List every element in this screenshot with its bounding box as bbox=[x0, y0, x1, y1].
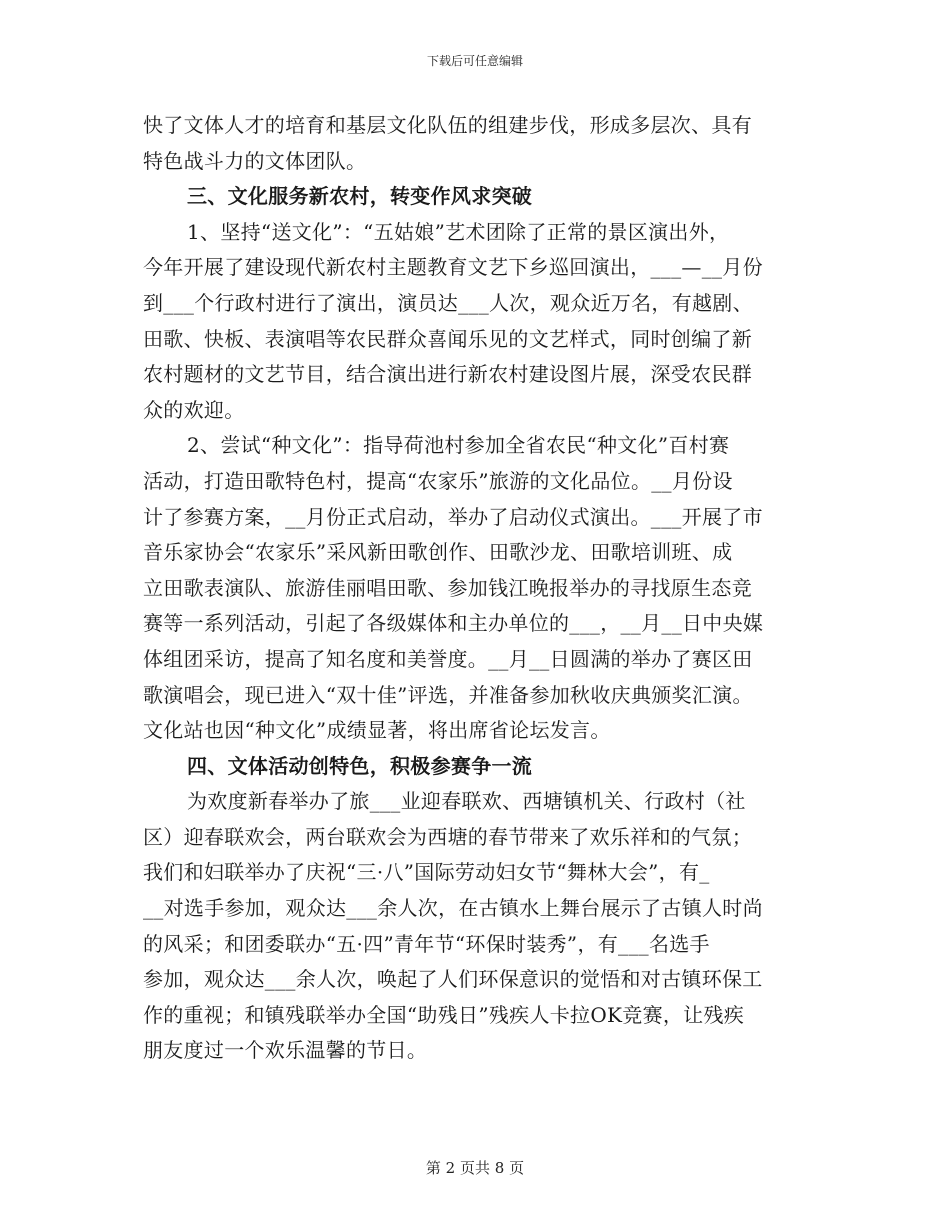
text-line: 参加，观众达___余人次，唤起了人们环保意识的觉悟和对古镇环保工 bbox=[143, 967, 763, 992]
text-line: 作的重视；和镇残联举办全国“助残日”残疾人卡拉OK竞赛，让残疾 bbox=[143, 1002, 745, 1027]
text-line: 区）迎春联欢会，两台联欢会为西塘的春节带来了欢乐祥和的气氛； bbox=[143, 824, 752, 849]
text-line: 到___个行政村进行了演出，演员达___人次，观众近万名，有越剧、 bbox=[143, 290, 753, 315]
paragraph-grow-culture bbox=[143, 428, 807, 748]
text-line: 快了文体人才的培育和基层文化队伍的组建步伐，形成多层次、具有 bbox=[143, 113, 752, 137]
text-line: 赛等一系列活动，引起了各级媒体和主办单位的___，__月__日中央媒 bbox=[143, 611, 764, 636]
text-line: 众的欢迎。 bbox=[143, 397, 245, 422]
text-line: 1、坚持“送文化”：“五姑娘”艺术团除了正常的景区演出外， bbox=[187, 219, 730, 244]
text-line: 2、尝试“种文化”：指导荷池村参加全省农民“种文化”百村赛 bbox=[187, 433, 730, 458]
text-line: 歌演唱会，现已进入“双十佳”评选，并准备参加秋收庆典颁奖汇演。 bbox=[143, 682, 753, 707]
text-line: 朋友度过一个欢乐温馨的节日。 bbox=[143, 1038, 428, 1063]
section-heading-3 bbox=[143, 179, 807, 215]
text-line: 文化站也因“种文化”成绩显著，将出席省论坛发言。 bbox=[143, 718, 611, 743]
paragraph-activities bbox=[143, 784, 807, 1069]
section-heading-4 bbox=[143, 749, 807, 785]
paragraph-send-culture bbox=[143, 215, 807, 429]
text-line: 特色战斗力的文体团队。 bbox=[143, 148, 367, 173]
text-line: 音乐家协会“农家乐”采风新田歌创作、田歌沙龙、田歌培训班、成 bbox=[143, 540, 733, 565]
text-line: 田歌、快板、表演唱等农民群众喜闻乐见的文艺样式，同时创编了新 bbox=[143, 326, 752, 351]
document-body bbox=[143, 108, 807, 1069]
text-line: 为欢度新春举办了旅___业迎春联欢、西塘镇机关、行政村（社 bbox=[187, 789, 746, 814]
paragraph-intro bbox=[143, 108, 807, 179]
text-line: 计了参赛方案，__月份正式启动，举办了启动仪式演出。___开展了市 bbox=[143, 504, 763, 529]
text-line: 的风采；和团委联办“五·四”青年节“环保时装秀”，有___名选手 bbox=[143, 931, 710, 956]
page-header: 下载后可任意编辑 bbox=[426, 54, 523, 68]
heading-text: 三、文化服务新农村，转变作风求突破 bbox=[187, 184, 533, 209]
text-line: 我们和妇联举办了庆祝“三·八”国际劳动妇女节“舞林大会”，有_ bbox=[143, 860, 710, 885]
text-line: __对选手参加，观众达___余人次，在古镇水上舞台展示了古镇人时尚 bbox=[143, 896, 763, 921]
page-footer: 第 2 页共 8 页 bbox=[425, 1159, 525, 1177]
text-line: 立田歌表演队、旅游佳丽唱田歌、参加钱江晚报举办的寻找原生态竞 bbox=[143, 575, 752, 600]
heading-text: 四、文体活动创特色，积极参赛争一流 bbox=[187, 753, 533, 778]
text-line: 农村题材的文艺节目，结合演出进行新农村建设图片展，深受农民群 bbox=[143, 362, 752, 387]
text-line: 今年开展了建设现代新农村主题教育文艺下乡巡回演出，___—__月份 bbox=[143, 255, 763, 280]
text-line: 体组团采访，提高了知名度和美誉度。__月__日圆满的举办了赛区田 bbox=[143, 646, 753, 671]
text-line: 活动，打造田歌特色村，提高“农家乐”旅游的文化品位。__月份设 bbox=[143, 468, 733, 493]
